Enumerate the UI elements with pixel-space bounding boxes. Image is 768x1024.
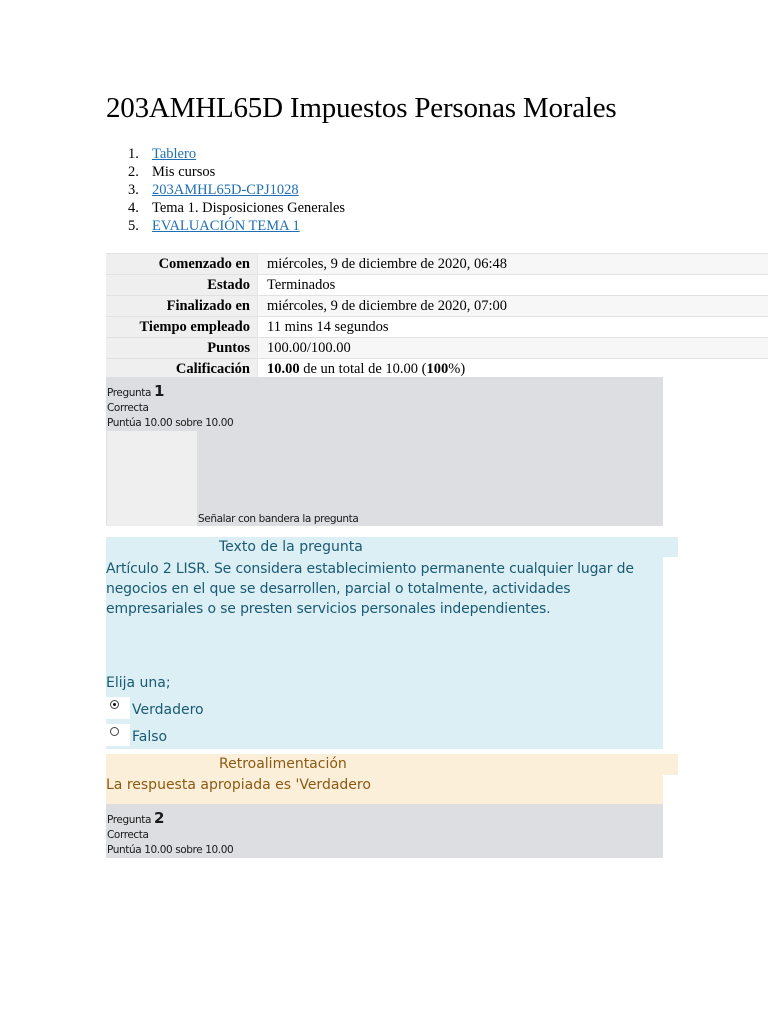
breadcrumb-number: 5. (128, 218, 139, 234)
breadcrumb-item (106, 199, 345, 217)
feedback-text: La respuesta apropiada es 'Verdadero (106, 777, 371, 793)
radio-button[interactable] (106, 724, 130, 746)
question-label: Pregunta (107, 387, 152, 399)
feedback-heading-label: Retroalimentación (219, 756, 347, 772)
summary-value (258, 359, 768, 380)
question-2-status: Correcta (107, 829, 149, 841)
summary-value: 100.00/100.00 (258, 338, 768, 359)
breadcrumb (106, 145, 345, 235)
question-number: 2 (153, 809, 165, 827)
flag-question-link[interactable]: Señalar con bandera la pregunta (198, 513, 359, 525)
summary-label: Estado (106, 275, 258, 296)
question-1-body (106, 557, 663, 749)
answer-option-label: Verdadero (132, 702, 204, 718)
summary-row-started (106, 254, 768, 275)
grade-score: 10.00 (267, 360, 300, 377)
question-2-score: Puntúa 10.00 sobre 10.00 (107, 844, 234, 856)
breadcrumb-item (106, 145, 345, 163)
question-1-info (106, 377, 663, 526)
summary-row-finished (106, 296, 768, 317)
feedback-body (106, 775, 663, 804)
question-1-heading (107, 382, 164, 400)
question-text: Artículo 2 LISR. Se considera establecimiento permanente cualquier lugar de negocios en el que se desarrollen, parcial o totalmente, actividades empresariales o se presten servicios personales independientes. (106, 561, 634, 617)
breadcrumb-number: 3. (128, 182, 139, 198)
radio-button-selected[interactable] (106, 697, 130, 719)
breadcrumb-number: 2. (128, 164, 139, 180)
breadcrumb-item (106, 217, 345, 235)
breadcrumb-item (106, 181, 345, 199)
grade-total: de un total de 10.00 ( (299, 360, 427, 377)
summary-label: Finalizado en (106, 296, 258, 317)
breadcrumb-number: 1. (128, 146, 139, 162)
summary-label: Tiempo empleado (106, 317, 258, 338)
breadcrumb-link-tablero[interactable]: Tablero (152, 146, 197, 162)
breadcrumb-link-evaluacion[interactable]: EVALUACIÓN TEMA 1 (152, 218, 300, 234)
feedback-heading (106, 754, 678, 775)
summary-value: Terminados (258, 275, 768, 296)
summary-row-points (106, 338, 768, 359)
breadcrumb-item-mis-cursos: Mis cursos (152, 164, 216, 180)
answer-option-label: Falso (132, 729, 168, 745)
summary-value: miércoles, 9 de diciembre de 2020, 07:00 (258, 296, 768, 317)
summary-row-state (106, 275, 768, 296)
question-1-score: Puntúa 10.00 sobre 10.00 (107, 417, 234, 429)
question-1-status: Correcta (107, 402, 149, 414)
answer-prompt: Elija una; (106, 675, 171, 691)
answer-option-verdadero[interactable] (106, 697, 256, 721)
summary-value: 11 mins 14 segundos (258, 317, 768, 338)
summary-row-grade (106, 359, 768, 380)
question-info-column (106, 431, 197, 526)
breadcrumb-item (106, 163, 345, 181)
question-text-heading-label: Texto de la pregunta (219, 539, 363, 555)
breadcrumb-number: 4. (128, 200, 139, 216)
question-text-heading (106, 537, 678, 557)
summary-label: Calificación (106, 359, 258, 380)
question-number: 1 (153, 382, 165, 400)
page-title: 203AMHL65D Impuestos Personas Morales (106, 92, 617, 124)
attempt-summary-table (106, 253, 768, 379)
question-2-info (106, 804, 663, 858)
question-2-heading (107, 809, 164, 827)
grade-percent: 100 (426, 360, 449, 377)
summary-label: Puntos (106, 338, 258, 359)
summary-value: miércoles, 9 de diciembre de 2020, 06:48 (258, 254, 768, 275)
breadcrumb-item-tema: Tema 1. Disposiciones Generales (152, 200, 346, 216)
grade-percent-suffix: %) (448, 360, 466, 377)
summary-row-time (106, 317, 768, 338)
breadcrumb-link-course[interactable]: 203AMHL65D-CPJ1028 (152, 182, 299, 198)
summary-label: Comenzado en (106, 254, 258, 275)
question-label: Pregunta (107, 814, 152, 826)
answer-option-falso[interactable] (106, 724, 256, 748)
